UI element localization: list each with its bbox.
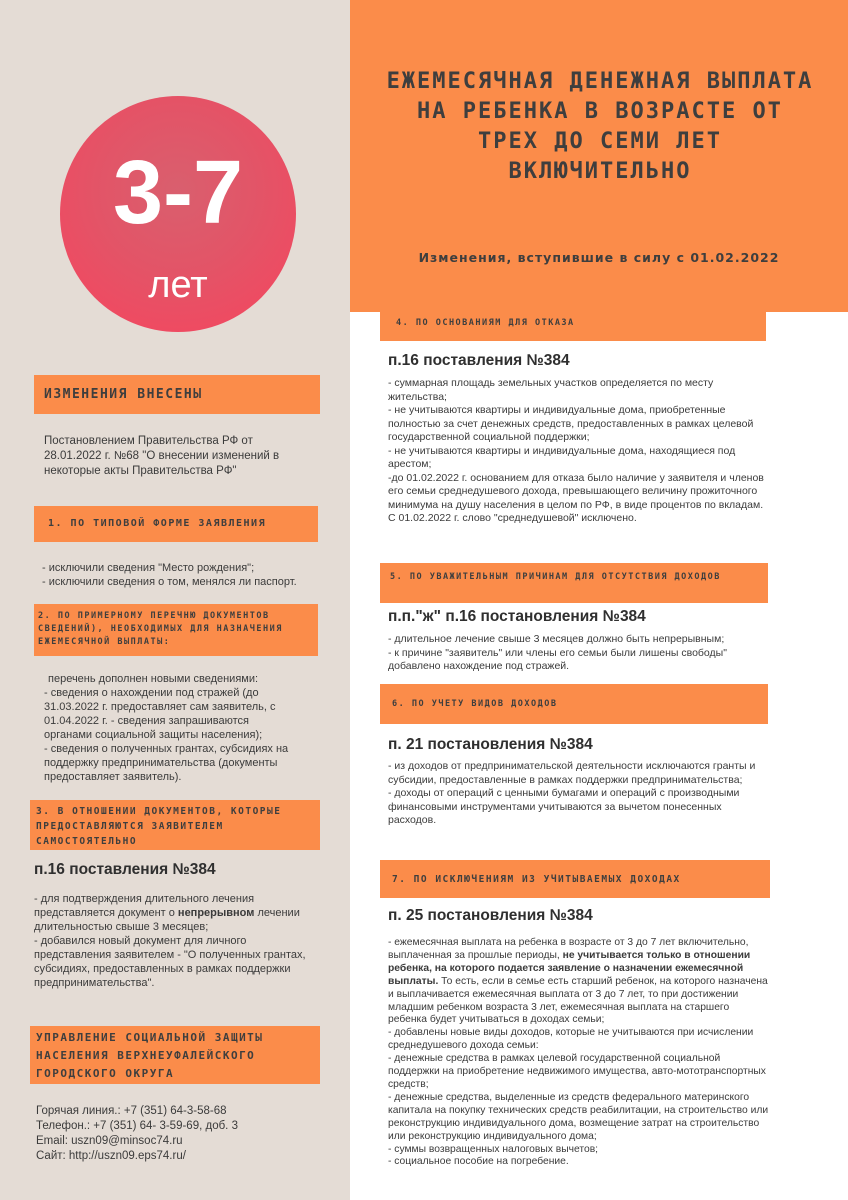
section-3-text [34,892,322,990]
section-7-line: - денежные средства в рамках целевой государственной социальной поддержки на приобретение недвижимого имущества, авто-мототранспортных средств; [388,1053,766,1090]
section-6-subheading: п. 21 постановления №384 [388,736,593,753]
section-4-heading-text: 4. ПО ОСНОВАНИЯМ ДЛЯ ОТКАЗА [396,318,575,328]
section-2-line: перечень дополнен новыми сведениями: [48,673,259,685]
changes-heading-text: ИЗМЕНЕНИЯ ВНЕСЕНЫ [44,387,203,402]
section-5-text [388,633,766,674]
section-6-heading [380,684,768,724]
section-1-line: - исключили сведения "Место рождения"; [42,562,255,574]
section-3-line: - добавился новый документ для личного представления заявителем - "О полученных грантах, субсидиях, предоставленных в рамках поддержки предпринимательства". [34,935,306,989]
section-7-line: - добавлены новые виды доходов, которые не учитываются при исчислении среднедушевого дохода семьи: [388,1027,754,1052]
age-badge-number: 3-7 [112,143,244,243]
section-7-subheading: п. 25 постановления №384 [388,907,593,924]
contact-email[interactable]: Email: uszn09@minsoc74.ru [36,1135,183,1147]
section-2-heading-text: 2. ПО ПРИМЕРНОМУ ПЕРЕЧНЮ ДОКУМЕНТОВ СВЕДЕНИЙ), НЕОБХОДИМЫХ ДЛЯ НАЗНАЧЕНИЯ ЕЖЕМЕСЯЧНОЙ ВЫПЛАТЫ: [38,611,283,647]
section-1-line: - исключили сведения о том, менялся ли паспорт. [42,576,297,588]
hero-banner [350,0,848,312]
org-heading-text: УПРАВЛЕНИЕ СОЦИАЛЬНОЙ ЗАЩИТЫ НАСЕЛЕНИЯ ВЕРХНЕУФАЛЕЙСКОГО ГОРОДСКОГО ОКРУГА [36,1031,264,1080]
section-7-line: - суммы возвращенных налоговых вычетов; [388,1143,599,1155]
section-3-subheading: п.16 поставления №384 [34,861,216,878]
section-7-line-part: То есть, если в семье есть старший ребенок, на которого назначена и выплачивается ежемесячная выплата от 3 до 7 лет, то при достижении младшим ребенком возраста 3 лет, ежемесячная выплата на старшего ребенка будет учитываться в доходах семьи; [388,975,768,1026]
section-2-heading [34,604,318,656]
section-2-line: - сведения о полученных грантах, субсидиях на поддержку предпринимательства (документы предоставляет заявитель). [44,743,289,783]
section-7-line: - денежные средства, выделенные из средств федерального материнского капитала на покупку технических средств реабилитации, на строительство или реконструкцию индивидуального дома, возмещение затрат на строительство или реконструкцию индивидуального дома; [388,1091,769,1142]
contacts [36,1104,336,1164]
contact-hotline: Горячая линия.: +7 (351) 64-3-58-68 [36,1105,227,1117]
section-7-heading-text: 7. ПО ИСКЛЮЧЕНИЯМ ИЗ УЧИТЫВАЕМЫХ ДОХОДАХ [392,874,681,885]
section-5-line: - длительное лечение свыше 3 месяцев должно быть непрерывным; [388,633,725,645]
section-4-text [388,377,764,526]
section-4-line: -до 01.02.2022 г. основанием для отказа было наличие у заявителя и членов его семьи среднедушевого дохода, превышающего величину прожиточного минимума на душу населения в целом по РФ, в виде процентов по вкладам. С 01.02.2022 г. слово "среднедушевой" исключено. [388,471,764,524]
section-2-text [44,672,294,784]
org-heading [30,1026,320,1084]
section-4-line: - не учитываются квартиры и индивидуальные дома, находящиеся под арестом; [388,444,736,470]
section-2-line: - сведения о нахождении под стражей (до 31.03.2022 г. предоставляет сам заявитель, с 01.04.2022 г. - сведения запрашиваются органами социальной защиты населения); [44,687,276,741]
section-6-text [388,760,760,828]
section-5-heading [380,563,768,603]
section-5-subheading: п.п."ж" п.16 постановления №384 [388,608,646,625]
age-badge [60,96,296,332]
section-7-line: - социальное пособие на погребение. [388,1156,569,1168]
section-5-line: - к причине "заявитель" или члены его семьи были лишены свободы" добавлено нахождение под стражей. [388,646,727,672]
changes-heading [34,375,320,414]
section-7-line-part: - ежемесячная выплата на ребенка в возрасте от 3 до 7 лет включительно, выплаченная за прошлые периоды, [388,937,749,961]
section-5-heading-text: 5. ПО УВАЖИТЕЛЬНЫМ ПРИЧИНАМ ДЛЯ ОТСУТСТВИЯ ДОХОДОВ [390,572,721,582]
page-title: ЕЖЕМЕСЯЧНАЯ ДЕНЕЖНАЯ ВЫПЛАТА НА РЕБЕНКА В ВОЗРАСТЕ ОТ ТРЕХ ДО СЕМИ ЛЕТ ВКЛЮЧИТЕЛЬНО [386,69,814,184]
section-3-line-bold: непрерывном [177,907,255,919]
section-1-heading-text: 1. ПО ТИПОВОЙ ФОРМЕ ЗАЯВЛЕНИЯ [48,518,267,529]
section-6-heading-text: 6. ПО УЧЕТУ ВИДОВ ДОХОДОВ [392,699,558,709]
section-4-heading [380,303,766,341]
section-1-heading [34,506,318,542]
page-subtitle: Изменения, вступившие в силу с 01.02.2022 [418,250,780,265]
contact-website[interactable]: Сайт: http://uszn09.eps74.ru/ [36,1150,186,1162]
section-6-line: - из доходов от предпринимательской деятельности исключаются гранты и субсидии, предоставленные в рамках поддержки предпринимательства; [388,760,756,786]
section-4-line: - не учитываются квартиры и индивидуальные дома, приобретенные полностью за счет денежных средств, предоставленных в рамках целевой государственной социальной поддержки; [388,404,754,443]
section-6-line: - доходы от операций с ценными бумагами и операций с производными финансовыми инструментами учитываются за вычетом понесенных расходов. [388,787,740,826]
section-3-line [34,892,322,934]
contact-phone: Телефон.: +7 (351) 64- 3-59-69, доб. 3 [36,1120,238,1132]
section-3-line-part: - для подтверждения длительного лечения представляется документ о [34,893,255,919]
section-4-line: - суммарная площадь земельных участков определяется по месту жительства; [388,377,714,403]
section-3-heading [30,800,320,850]
section-7-line [388,937,770,1027]
changes-text: Постановлением Правительства РФ от 28.01.2022 г. №68 "О внесении изменений в некоторые акты Правительства РФ" [44,435,280,477]
section-3-heading-text: 3. В ОТНОШЕНИИ ДОКУМЕНТОВ, КОТОРЫЕ ПРЕДОСТАВЛЯЮТСЯ ЗАЯВИТЕЛЕМ САМОСТОЯТЕЛЬНО [36,806,282,847]
section-4-subheading: п.16 поставления №384 [388,352,570,369]
section-7-heading [380,860,770,898]
section-7-text [388,937,770,1169]
section-3-line-part: лечении длительностью свыше 3 месяцев; [34,907,300,933]
section-1-text [42,561,312,589]
age-badge-unit: лет [148,264,208,306]
section-7-line-bold: не учитывается только в отношении ребенка, на которого подается заявление о назначении ежемесячной выплаты. [388,949,751,987]
